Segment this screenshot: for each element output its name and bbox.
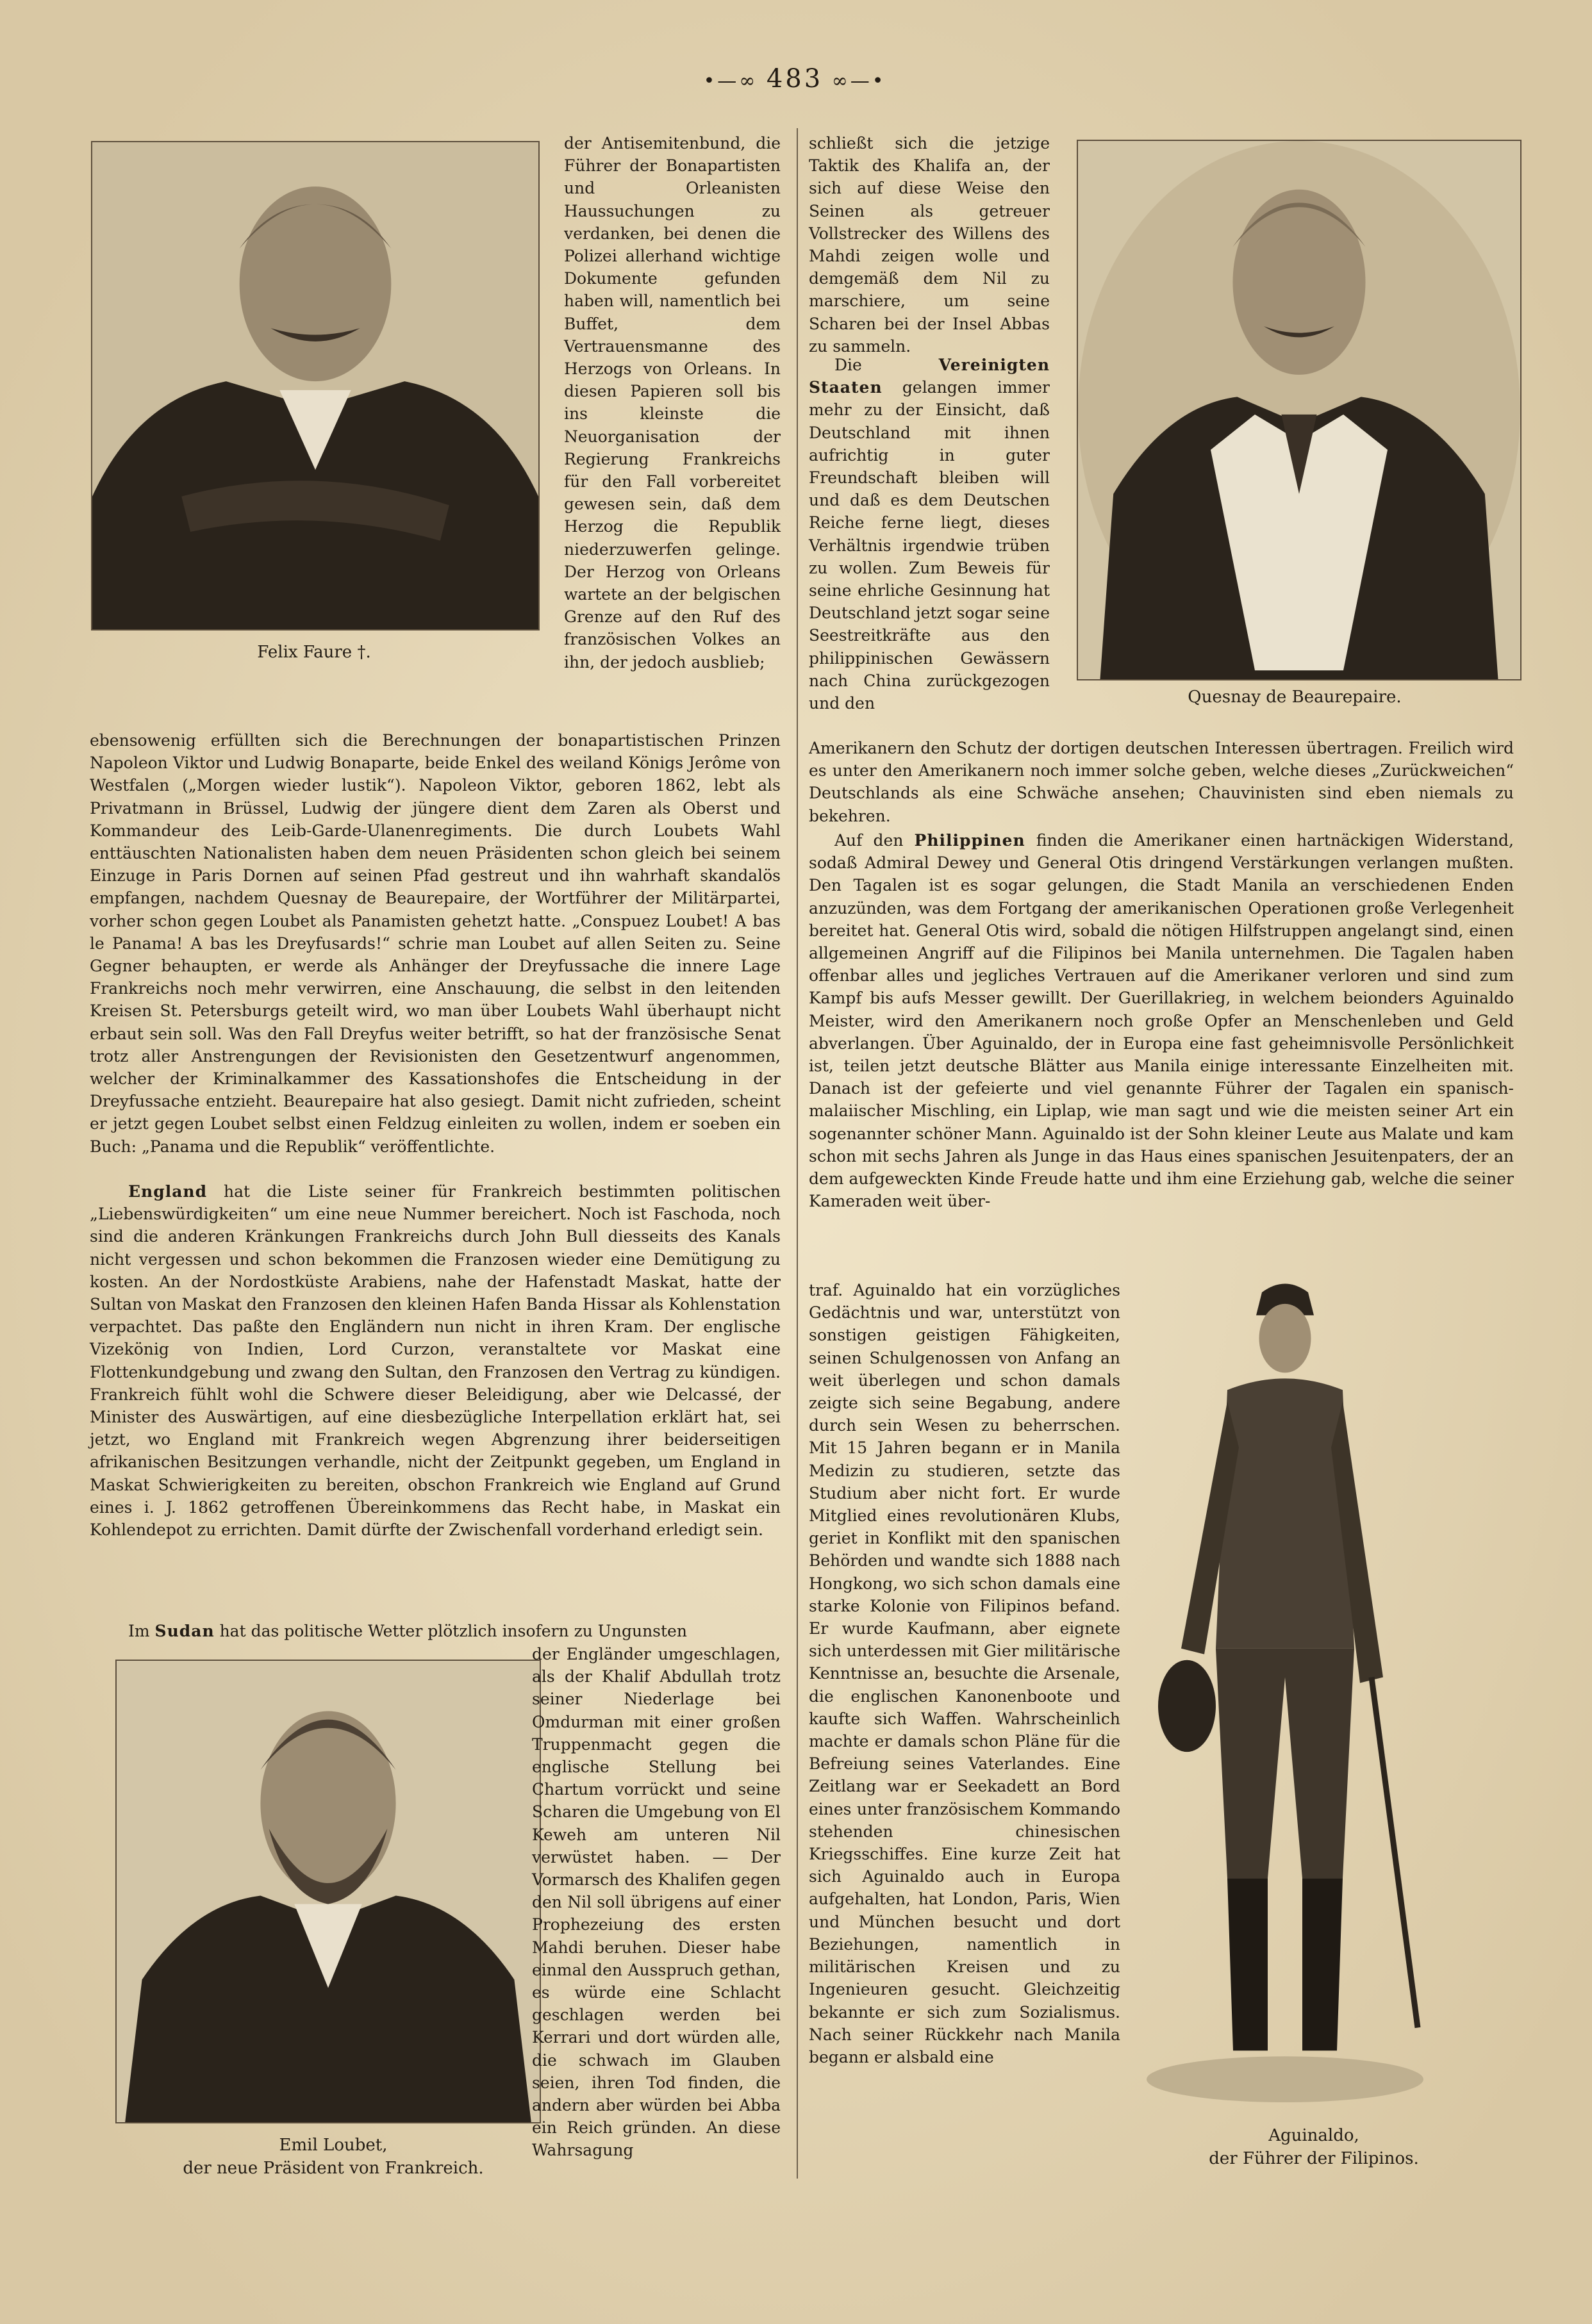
caption-aguinaldo-name: Aguinaldo, bbox=[1268, 2126, 1359, 2145]
text-ph-body: finden die Amerikaner einen hartnäckigen Widerstand, sodaß Admiral Dewey und General Otis dringend Verstärkungen verlangen mußten. Den Tagalen ist es sogar gelungen, die Stadt Manila an verschiedenen Enden anzuzünden, was dem Fortgang der amerikanischen Operationen große Verlegenheit bereitet hat. General Otis wird, sobald die nötigen Hilfstruppen angelangt sind, einen allgemeinen Angriff auf die Filipinos bei Manila unternehmen. Die Tagalen haben offenbar alles und jegliches Vertrauen auf die Amerikaner verloren und sind zum Kampf bis aufs Messer gewillt. Der Guerillakrieg, in welchem beionders Aguinaldo Meister, wird den Amerikanern noch große Opfer an Menschenleben und Geld abverlangen. Über Aguinaldo, der in Europa eine fast geheimnisvolle Persönlichkeit ist, teilen jetzt deutsche Blätter aus Manila einige interessante Einzelheiten mit. Danach ist der gefeierte und viel genannte Führer der Tagalen ein spanisch-malaiischer Mischling, ein Liplap, wie man sagt und wie die meisten seiner Art ein sogenannter schöner Mann. Aguinaldo ist der Sohn kleiner Leute aus Malate und kam schon mit sechs Jahren als Junge in das Haus eines spanischen Jesuitenpaters, der an dem aufgeweckten Kinde Freude hatte und ihm eine Erziehung gab, welche die seiner Kameraden weit über- bbox=[809, 831, 1514, 1211]
ornament-left-icon: •—∞ bbox=[703, 70, 767, 92]
portrait-engraving-icon bbox=[92, 142, 538, 629]
text-col2-bottom-narrow: traf. Aguinaldo hat ein vorzügliches Gedächtnis und war, unterstützt von sonstigen geistigen Fähigkeiten, seinen Schulgenossen von Anfang an weit überlegen und schon damals zeigte sich seine Begabung, andere durch sein Wesen zu beherrschen. Mit 15 Jahren begann er in Manila Medizin zu studieren, setzte das Studium aber nicht fort. Er wurde Mitglied eines revolutionären Klubs, geriet in Konflikt mit den spanischen Behörden und wandte sich 1888 nach Hongkong, wo sich schon damals eine starke Kolonie von Filipinos befand. Er wurde Kaufmann, aber eignete sich unterdessen mit Gier militärische Kenntnisse an, besuchte die Arsenale, die englischen Kanonenboote und kaufte sich Waffen. Wahrscheinlich machte er damals schon Pläne für die Befreiung seines Vaterlandes. Eine Zeitlang war er Seekadett an Bord eines unter französischem Kommando stehenden chinesischen Kriegsschiffes. Eine kurze Zeit hat sich Aguinaldo auch in Europa aufgehalten, hat London, Paris, Wien und München besucht und dort Beziehungen, namentlich in militärischen Kreisen und zu Ingenieuren gesucht. Gleichzeitig bekannte er sich zum Sozialismus. Nach seiner Rückkehr nach Manila begann er alsbald eine bbox=[809, 1281, 1120, 2066]
portrait-emil-loubet bbox=[115, 1660, 541, 2123]
portrait-engraving-icon bbox=[1078, 141, 1520, 679]
portrait-engraving-icon bbox=[117, 1661, 540, 2122]
text-col1-main: ebensowenig erfüllten sich die Berechnungen der bonapartistischen Prinzen Napoleon Viktor und Ludwig Bonaparte, beide Enkel des weiland Königs Jerôme von Westfalen („Morgen wieder lustik“). Napoleon Viktor, geboren 1862, lebt als Privatmann in Brüssel, Ludwig der jüngere dient dem Zaren als Oberst und Kommandeur des Leib-Garde-Ulanenregiments. Die durch Loubets Wahl enttäuschten Nationalisten haben dem neuen Präsidenten schon gleich bei seinem Einzuge in Paris Dornen auf seinen Pfad gestreut und ihn wahrhaft skandalös empfangen, nachdem Quesnay de Beaurepaire, der Wortführer der Militärpartei, vorher schon gegen Loubet als Panamisten gehetzt hatte. „Conspuez Loubet! A bas le Panama! A bas les Dreyfusards!“ schrie man Loubet auf allen Seiten zu. Seine Gegner behaupten, er werde als Anhänger der Dreyfussache die innere Lage Frankreichs noch mehr verwirren, eine Anschauung, die selbst in den leitenden Kreisen St. Petersburgs geteilt wird, wo man über Loubets Wahl überhaupt nicht erbaut sein soll. Was den Fall Dreyfus weiter betrifft, so hat der französische Senat trotz aller Anstrengungen der Revisionisten den Gesetzentwurf angenommen, welcher der Kriminalkammer des Kassationshofes die Entscheidung in der Dreyfussache entzieht. Beaurepaire hat also gesiegt. Damit nicht zufrieden, scheint er jetzt gegen Loubet selbst einen Feldzug einleiten zu wollen, indem er soeben ein Buch: „Panama und die Republik“ veröffentlichte. bbox=[90, 731, 781, 1156]
caption-quesnay: Quesnay de Beaurepaire. bbox=[1188, 688, 1402, 707]
text-philippinen-paragraph bbox=[809, 829, 1514, 1212]
heading-vereinigte-staaten: Vereinigten Staaten bbox=[809, 356, 1050, 397]
text-vs-body: gelangen immer mehr zu der Einsicht, daß Deutschland mit ihnen aufrichtig in guter Freundschaft bleiben will und daß es dem Deutschen Reiche ferne liegt, dieses Verhältnis irgendwie trüben zu wollen. Zum Beweis für seine ehrliche Gesinnung hat Deutschland jetzt sogar seine Seestreitkräfte aus den philippinischen Gewässern nach China zurückgezogen und den bbox=[809, 378, 1050, 713]
text-england-paragraph bbox=[90, 1180, 781, 1541]
caption-felix-faure: Felix Faure †. bbox=[257, 643, 371, 662]
portrait-aguinaldo bbox=[1141, 1275, 1429, 2108]
ornament-right-icon: ∞—• bbox=[823, 70, 886, 92]
text-ph-pre: Auf den bbox=[834, 831, 915, 850]
heading-england: England bbox=[128, 1182, 208, 1201]
caption-aguinaldo bbox=[1154, 2124, 1474, 2170]
text-england-body: hat die Liste seiner für Frankreich bestimmten politischen „Liebenswürdigkeiten“ um eine neue Nummer bereichert. Noch ist Faschoda, noch sind die anderen Kränkungen Frankreichs durch John Bull diesseits des Kanals nicht vergessen und schon bekommen die Franzosen wieder eine Demütigung zu kosten. An der Nordostküste Arabiens, nahe der Hafenstadt Maskat, hatte der Sultan von Maskat den Franzosen den kleinen Hafen Banda Hissar als Kohlenstation verpachtet. Das paßte den Engländern nun nicht in ihren Kram. Der englische Vizekönig von Indien, Lord Curzon, veranstaltete vor Maskat eine Flottenkundgebung und zwang den Sultan, den Franzosen den Vertrag zu kündigen. Frankreich fühlt wohl die Schwere dieser Beleidigung, aber wie Delcassé, der Minister des Auswärtigen, auf eine diesbezügliche Interpellation erklärt hat, sei jetzt, wo England mit Frankreich wegen Abgrenzung ihrer beiderseitigen afrikanischen Besitzungen verhandle, nicht der Zeitpunkt gegeben, um England in Maskat Schwierigkeiten zu bereiten, obschon Frankreich wie England auf Grund eines i. J. 1862 getroffenen Übereinkommens das Recht habe, in Maskat ein Kohlendepot zu errichten. Damit dürfte der Zwischenfall vorderhand erledigt sein. bbox=[90, 1182, 781, 1540]
page-number bbox=[699, 64, 891, 94]
text-sudan-pre: Im bbox=[128, 1622, 155, 1640]
column-divider bbox=[797, 128, 798, 2179]
page-number-text: 483 bbox=[766, 64, 824, 94]
text-vs-pre: Die bbox=[834, 356, 939, 374]
text-col2-top-narrow: schließt sich die jetzige Taktik des Khalifa an, der sich auf diese Weise den Seinen als getreuer Vollstrecker des Willens des Mahdi zeigen wolle und demgemäß dem Nil zu marschiere, um seine Scharen bei der Insel Abbas zu sammeln. bbox=[809, 134, 1050, 356]
caption-loubet-name: Emil Loubet, bbox=[279, 2136, 388, 2155]
portrait-quesnay-de-beaurepaire bbox=[1077, 140, 1522, 680]
text-vereinigte-staaten bbox=[809, 354, 1050, 714]
text-sudan-intro bbox=[90, 1620, 781, 1642]
text-col1-bottom-narrow: der Engländer umgeschlagen, als der Khalif Abdullah trotz seiner Niederlage bei Omdurman mit einer großen Truppenmacht gegen die englische Stellung bei Chartum vorrückt und seine Scharen die Umgebung von El Keweh am unteren Nil verwüstet haben. — Der Vormarsch des Khalifen gegen den Nil soll übrigens auf einer Prophezeiung des ersten Mahdi beruhen. Dieser habe einmal den Ausspruch gethan, es würde eine Schlacht geschlagen werden bei Kerrari und dort würden alle, die schwach im Glauben seien, ihren Tod finden, die andern aber würden bei Abba ein Reich gründen. An diese Wahrsagung bbox=[532, 1645, 781, 2160]
caption-emil-loubet bbox=[115, 2134, 551, 2180]
text-col2-main: Amerikanern den Schutz der dortigen deutschen Interessen übertragen. Freilich wird es unter den Amerikanern noch immer solche geben, welche dieses „Zurückweichen“ Deutschlands als eine Schwäche ansehen; Chauvinisten sind eben niemals zu bekehren. bbox=[809, 739, 1514, 825]
heading-philippinen: Philippinen bbox=[914, 831, 1025, 850]
heading-sudan: Sudan bbox=[154, 1622, 215, 1640]
text-col1-top-narrow: der Antisemitenbund, die Führer der Bonapartisten und Orleanisten Haussuchungen zu verdanken, bei denen die Polizei allerhand wichtige Dokumente gefunden haben will, namentlich bei Buffet, dem Vertrauensmanne des Herzogs von Orleans. In diesen Papieren soll bis ins kleinste die Neuorganisation der Regierung Frankreichs für den Fall vorbereitet gewesen sein, daß dem Herzog die Republik niederzuwerfen gelinge. Der Herzog von Orleans wartete an der belgischen Grenze auf den Ruf des französischen Volkes an ihn, der jedoch ausblieb; bbox=[564, 134, 781, 672]
full-figure-engraving-icon bbox=[1141, 1275, 1429, 2108]
portrait-felix-faure bbox=[91, 141, 540, 630]
caption-loubet-title: der neue Präsident von Frankreich. bbox=[183, 2159, 484, 2178]
caption-aguinaldo-title: der Führer der Filipinos. bbox=[1209, 2149, 1419, 2168]
text-sudan-body: hat das politische Wetter plötzlich insofern zu Ungunsten bbox=[214, 1622, 687, 1640]
